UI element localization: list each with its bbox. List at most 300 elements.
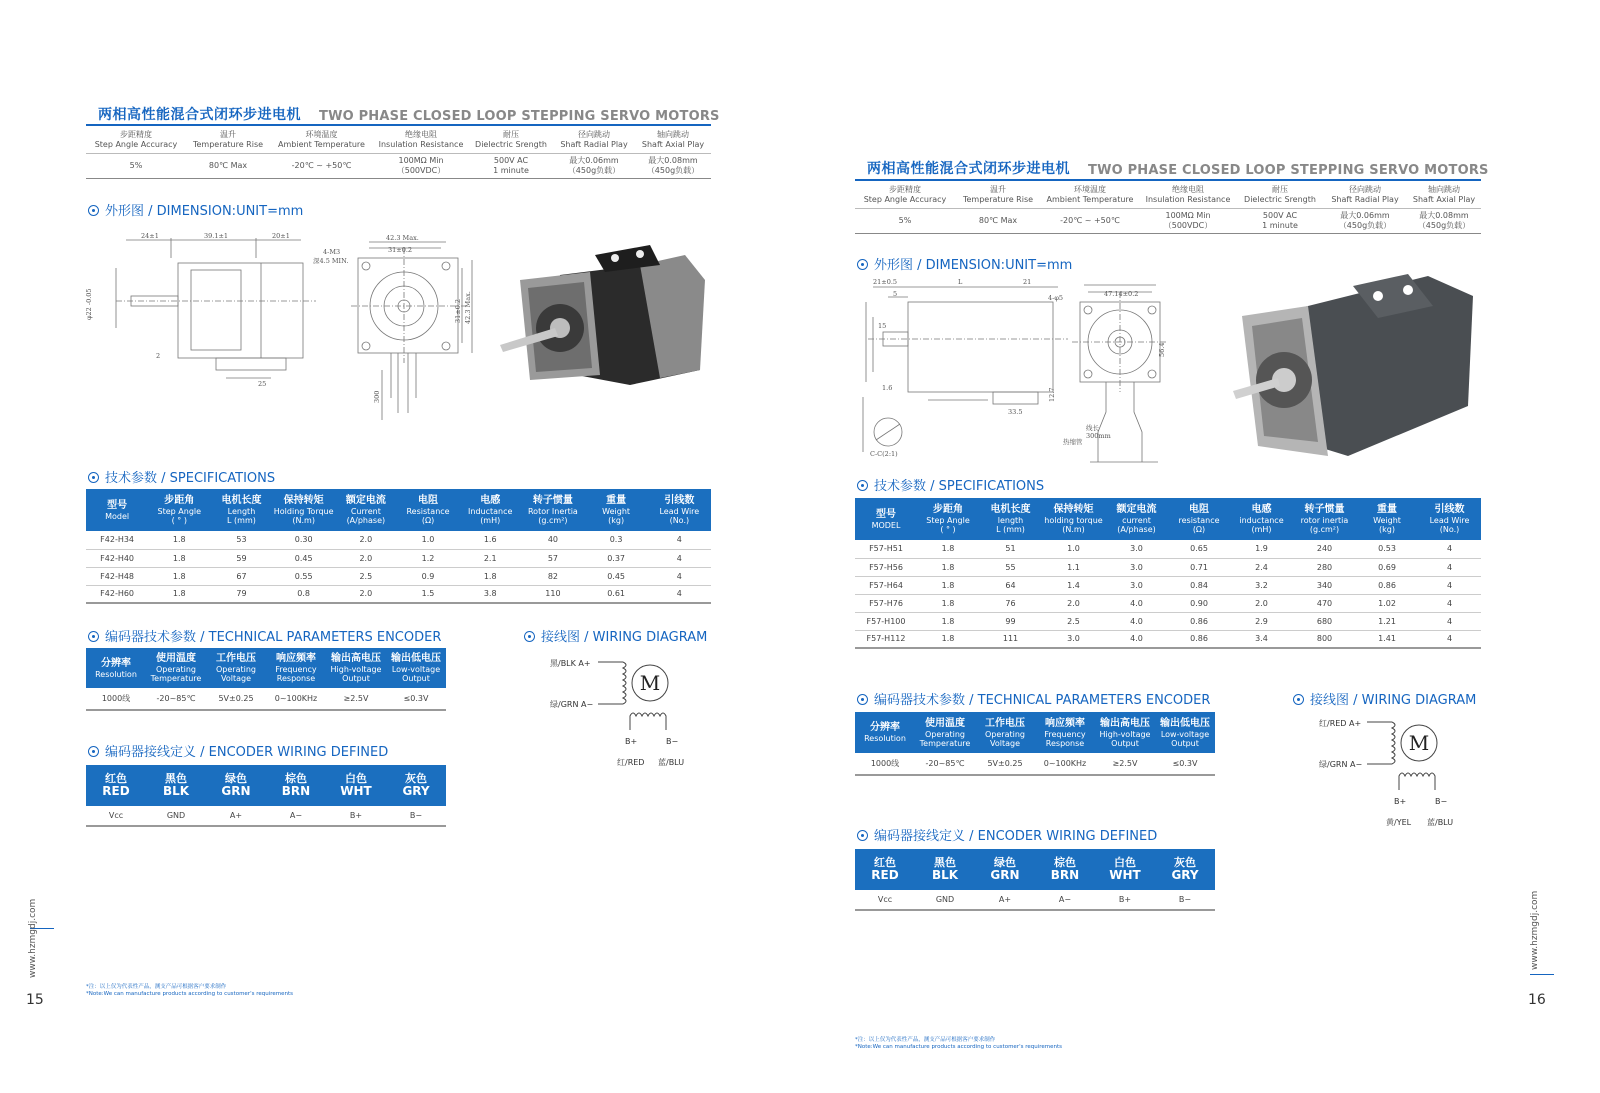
dimension-drawing-57	[858, 272, 1178, 472]
spec-cell: 1.2	[397, 549, 459, 567]
spec-cell: 3.0	[1105, 558, 1168, 576]
gen-header-cell: 环境温度 Ambient Temperature	[1041, 182, 1139, 209]
color-header-cell: 棕色 BRN	[1035, 849, 1095, 890]
spec-row	[855, 576, 1481, 594]
color-value-cell: A+	[975, 890, 1035, 910]
dim-label: 42.3 Max.	[464, 291, 472, 324]
dim-label: 56.4	[1158, 342, 1166, 357]
spec-cell: 4	[648, 531, 711, 549]
dim-label: 42.3 Max.	[386, 234, 419, 242]
bullet-icon	[524, 631, 535, 642]
spec-cell: 1.8	[148, 531, 210, 549]
encoder-param-table	[86, 648, 446, 711]
encoder-header-cell: 响应频率 Frequency Response	[1035, 712, 1095, 753]
spec-cell: 0.71	[1168, 558, 1230, 576]
encoder-value-cell: ≥2.5V	[326, 688, 386, 710]
encoder-value-cell: ≥2.5V	[1095, 753, 1155, 775]
spec-cell: 1.4	[1042, 576, 1105, 594]
wire-a-plus: 红/RED A+	[1319, 719, 1362, 728]
spec-cell: F57-H76	[855, 594, 917, 612]
wire-a-minus: 绿/GRN A−	[550, 700, 594, 709]
spec-cell: 4	[1418, 630, 1481, 648]
spec-cell: 1.8	[917, 558, 979, 576]
spec-cell: 67	[210, 567, 272, 585]
spec-header-cell: 电机长度 length L (mm)	[979, 498, 1042, 540]
encoder-header-cell: 分辨率 Resolution	[86, 648, 146, 688]
header-title-en: TWO PHASE CLOSED LOOP STEPPING SERVO MOTORS	[319, 109, 720, 124]
gen-value-cell: 500V AC 1 minute	[1237, 209, 1323, 234]
spec-cell: 1.5	[397, 585, 459, 603]
color-header-cell: 黑色 BLK	[146, 765, 206, 806]
spec-cell: 1.8	[917, 540, 979, 558]
gen-header-cell: 轴向跳动 Shaft Axial Play	[635, 127, 711, 154]
spec-row	[86, 531, 711, 549]
header-title-en: TWO PHASE CLOSED LOOP STEPPING SERVO MOTORS	[1088, 163, 1489, 178]
spec-cell: 0.86	[1356, 576, 1418, 594]
color-header-cell: 灰色 GRY	[1155, 849, 1215, 890]
spec-cell: 0.86	[1168, 630, 1230, 648]
spec-row	[855, 558, 1481, 576]
spec-cell: 2.9	[1230, 612, 1293, 630]
color-value-cell: B+	[326, 806, 386, 826]
spec-cell: 1.8	[459, 567, 521, 585]
dim-label: 4-M3	[323, 248, 341, 256]
spec-cell: 4	[1418, 612, 1481, 630]
encoder-param-table	[855, 712, 1215, 776]
spec-cell: 240	[1293, 540, 1356, 558]
color-value-cell: B−	[386, 806, 446, 826]
spec-header-cell: 引线数 Lead Wire (No.)	[648, 489, 711, 531]
spec-header-cell: 型号 Model	[86, 489, 148, 531]
encoder-value-cell: 1000线	[855, 753, 915, 775]
spec-row	[86, 549, 711, 567]
spec-row	[855, 612, 1481, 630]
spec-header-cell: 转子惯量 rotor inertia (g.cm²)	[1293, 498, 1356, 540]
spec-table-body	[86, 531, 711, 603]
encoder-header-cell: 工作电压 Operating Voltage	[975, 712, 1035, 753]
motor-symbol: M	[639, 671, 661, 695]
spec-cell: 4.0	[1105, 594, 1168, 612]
section-specifications: 技术参数 / SPECIFICATIONS	[857, 475, 1044, 494]
page-header	[98, 104, 720, 124]
color-header-cell: 白色 WHT	[1095, 849, 1155, 890]
color-value-cell: Vcc	[86, 806, 146, 826]
spec-cell: 2.5	[1042, 612, 1105, 630]
encoder-value-cell: 5V±0.25	[206, 688, 266, 710]
encoder-header-cell: 响应频率 Frequency Response	[266, 648, 326, 688]
header-title-cn: 两相高性能混合式闭环步进电机	[867, 161, 1070, 177]
spec-cell: 64	[979, 576, 1042, 594]
encoder-header-cell: 使用温度 Operating Temperature	[146, 648, 206, 688]
color-header-cell: 灰色 GRY	[386, 765, 446, 806]
spec-cell: F42-H34	[86, 531, 148, 549]
spec-cell: 1.8	[148, 549, 210, 567]
dim-label: 深4.5 MIN.	[313, 257, 349, 265]
gen-header-cell: 绝缘电阻 Insulation Resistance	[373, 127, 469, 154]
spec-cell: 0.9	[397, 567, 459, 585]
spec-cell: 1.8	[917, 576, 979, 594]
spec-cell: F42-H48	[86, 567, 148, 585]
spec-row	[855, 630, 1481, 648]
spec-cell: 340	[1293, 576, 1356, 594]
gen-header-cell: 轴向跳动 Shaft Axial Play	[1407, 182, 1481, 209]
dim-label: 5	[893, 290, 898, 298]
spec-cell: 2.0	[335, 549, 397, 567]
wire-b-minus-color: 蓝/BLU	[658, 758, 685, 767]
spec-cell: F57-H112	[855, 630, 917, 648]
bullet-icon	[857, 259, 868, 270]
spec-row	[855, 540, 1481, 558]
spec-cell: 4.0	[1105, 630, 1168, 648]
dim-label: 31±0.2	[388, 246, 413, 254]
spec-cell: 1.9	[1230, 540, 1293, 558]
spec-cell: 0.53	[1356, 540, 1418, 558]
right-page	[800, 0, 1600, 1093]
spec-cell: 55	[979, 558, 1042, 576]
spec-cell: 1.1	[1042, 558, 1105, 576]
spec-cell: 40	[521, 531, 584, 549]
section-encoder-params: 编码器技术参数 / TECHNICAL PARAMETERS ENCODER	[88, 626, 441, 645]
spec-header-cell: 重量 Weight (kg)	[585, 489, 648, 531]
color-header-cell: 棕色 BRN	[266, 765, 326, 806]
color-value-cell: GND	[146, 806, 206, 826]
encoder-header-cell: 输出低电压 Low-voltage Output	[386, 648, 446, 688]
dim-label: 33.5	[1008, 408, 1023, 416]
spec-row	[855, 594, 1481, 612]
spec-header-cell: 转子惯量 Rotor Inertia (g.cm²)	[521, 489, 584, 531]
gen-header-cell: 温升 Temperature Rise	[955, 182, 1041, 209]
spec-cell: 1.6	[459, 531, 521, 549]
spec-header-cell: 步距角 Step Angle ( ° )	[148, 489, 210, 531]
spec-table-42	[86, 489, 711, 604]
spec-cell: 1.0	[1042, 540, 1105, 558]
spec-cell: 79	[210, 585, 272, 603]
spec-cell: 4	[1418, 594, 1481, 612]
motor-photo-42	[500, 240, 710, 390]
header-title-cn: 两相高性能混合式闭环步进电机	[98, 107, 301, 123]
wire-a-plus: 黑/BLK A+	[550, 659, 591, 668]
wire-b-plus: B+	[625, 737, 638, 746]
header-rule	[855, 179, 1481, 181]
color-value-cell: A−	[1035, 890, 1095, 910]
encoder-header-cell: 输出高电压 High-voltage Output	[1095, 712, 1155, 753]
spec-cell: 4	[1418, 558, 1481, 576]
encoder-value-cell: -20~85℃	[146, 688, 206, 710]
spec-cell: F42-H60	[86, 585, 148, 603]
color-value-cell: Vcc	[855, 890, 915, 910]
encoder-wiring-table	[855, 849, 1215, 911]
gen-header-cell: 温升 Temperature Rise	[186, 127, 270, 154]
spec-cell: 2.0	[335, 531, 397, 549]
spec-header-cell: 保持转矩 holding torque (N.m)	[1042, 498, 1105, 540]
footnote: *注：以上仅为代表性产品，测支产品可根据客户要求制作 *Note:We can manufacture products according to customer's requirements	[855, 1037, 1063, 1050]
bullet-icon	[88, 472, 99, 483]
encoder-header-cell: 工作电压 Operating Voltage	[206, 648, 266, 688]
spec-cell: F57-H64	[855, 576, 917, 594]
spec-header-cell: 额定电流 Current (A/phase)	[335, 489, 397, 531]
wiring-schematic	[598, 656, 688, 736]
spec-cell: 53	[210, 531, 272, 549]
gen-header-cell: 环境温度 Ambient Temperature	[270, 127, 373, 154]
website-label: www.hzmgdj.com	[28, 898, 38, 978]
encoder-value-cell: 5V±0.25	[975, 753, 1035, 775]
spec-cell: 470	[1293, 594, 1356, 612]
encoder-value-cell: ≤0.3V	[1155, 753, 1215, 775]
wire-a-minus: 绿/GRN A−	[1319, 760, 1363, 769]
gen-value-cell: -20℃ ~ +50℃	[1041, 209, 1139, 234]
gen-value-cell: 80℃ Max	[186, 154, 270, 179]
color-header-cell: 红色 RED	[855, 849, 915, 890]
gen-value-cell: 最大0.08mm （450g负载）	[1407, 209, 1481, 234]
spec-cell: F57-H100	[855, 612, 917, 630]
section-encoder-params: 编码器技术参数 / TECHNICAL PARAMETERS ENCODER	[857, 689, 1210, 708]
spec-cell: F42-H40	[86, 549, 148, 567]
wire-b-minus-color: 蓝/BLU	[1427, 818, 1454, 827]
spec-cell: 680	[1293, 612, 1356, 630]
dim-label: 39.1±1	[204, 232, 229, 240]
spec-header-cell: 电感 inductance (mH)	[1230, 498, 1293, 540]
gen-header-cell: 径向跳动 Shaft Radial Play	[1323, 182, 1407, 209]
wiring-schematic	[1367, 716, 1457, 796]
spec-cell: 4	[648, 549, 711, 567]
dim-label: 4-φ5	[1048, 294, 1064, 302]
spec-header-cell: 保持转矩 Holding Torque (N.m)	[273, 489, 335, 531]
wire-b-plus-color: 黄/YEL	[1386, 818, 1412, 827]
section-dimension: 外形图 / DIMENSION:UNIT=mm	[857, 254, 1072, 273]
gen-value-cell: 5%	[855, 209, 955, 234]
gen-header-cell: 绝缘电阻 Insulation Resistance	[1139, 182, 1237, 209]
spec-cell: 3.0	[1105, 540, 1168, 558]
section-wiring-diagram: 接线图 / WIRING DIAGRAM	[524, 626, 707, 645]
spec-cell: 4	[648, 585, 711, 603]
dim-label: 线长	[1086, 424, 1099, 432]
dim-label: 1.6	[882, 384, 893, 392]
spec-cell: 0.61	[585, 585, 648, 603]
encoder-header-cell: 分辨率 Resolution	[855, 712, 915, 753]
color-value-cell: A+	[206, 806, 266, 826]
bullet-icon	[88, 205, 99, 216]
spec-cell: 800	[1293, 630, 1356, 648]
gen-header-cell: 耐压 Dielectric Srength	[1237, 182, 1323, 209]
spec-header-cell: 电阻 resistance (Ω)	[1168, 498, 1230, 540]
spec-cell: 0.55	[273, 567, 335, 585]
dim-label: 25	[258, 380, 267, 388]
dim-label: 300	[373, 390, 381, 403]
site-rule	[1530, 974, 1554, 975]
dim-label: 15	[878, 322, 887, 330]
dimension-drawing-42	[86, 228, 496, 428]
spec-cell: 280	[1293, 558, 1356, 576]
general-spec-table	[855, 182, 1481, 234]
section-wiring-diagram: 接线图 / WIRING DIAGRAM	[1293, 689, 1476, 708]
general-spec-table	[86, 127, 711, 179]
gen-header-cell: 径向跳动 Shaft Radial Play	[553, 127, 635, 154]
dim-label: 300mm	[1086, 432, 1111, 440]
page-header	[867, 158, 1489, 178]
section-dimension: 外形图 / DIMENSION:UNIT=mm	[88, 200, 303, 219]
color-value-cell: A−	[266, 806, 326, 826]
spec-cell: 4	[1418, 576, 1481, 594]
spec-cell: 1.8	[148, 567, 210, 585]
gen-value-cell: -20℃ ~ +50℃	[270, 154, 373, 179]
spec-cell: 1.8	[917, 612, 979, 630]
wire-b-plus-color: 红/RED	[617, 758, 645, 767]
bullet-icon	[857, 694, 868, 705]
spec-cell: 3.4	[1230, 630, 1293, 648]
gen-value-cell: 最大0.06mm （450g负载）	[1323, 209, 1407, 234]
color-header-cell: 绿色 GRN	[206, 765, 266, 806]
spec-cell: F57-H51	[855, 540, 917, 558]
spec-cell: 82	[521, 567, 584, 585]
gen-value-cell: 80℃ Max	[955, 209, 1041, 234]
page-number: 15	[26, 992, 44, 1008]
gen-value-cell: 100MΩ Min （500VDC）	[1139, 209, 1237, 234]
section-specifications: 技术参数 / SPECIFICATIONS	[88, 467, 275, 486]
spec-row	[86, 585, 711, 603]
bullet-icon	[88, 631, 99, 642]
encoder-value-cell: 0~100KHz	[1035, 753, 1095, 775]
dim-label: 21±0.5	[873, 278, 898, 286]
spec-cell: 2.0	[1230, 594, 1293, 612]
spec-cell: 1.8	[917, 630, 979, 648]
dim-label: 20±1	[272, 232, 290, 240]
spec-cell: 0.90	[1168, 594, 1230, 612]
spec-cell: 0.65	[1168, 540, 1230, 558]
gen-value-cell: 最大0.06mm （450g负载）	[553, 154, 635, 179]
website-label: www.hzmgdj.com	[1530, 890, 1540, 970]
spec-cell: 1.41	[1356, 630, 1418, 648]
spec-header-cell: 电阻 Resistance (Ω)	[397, 489, 459, 531]
bullet-icon	[1293, 694, 1304, 705]
spec-cell: 0.45	[273, 549, 335, 567]
spec-header-cell: 引线数 Lead Wire (No.)	[1418, 498, 1481, 540]
spec-cell: 0.37	[585, 549, 648, 567]
spec-cell: 1.0	[397, 531, 459, 549]
spec-cell: 3.0	[1105, 576, 1168, 594]
spec-table-body	[855, 540, 1481, 648]
spec-cell: 0.30	[273, 531, 335, 549]
dim-label: 2	[156, 352, 161, 360]
spec-row	[86, 567, 711, 585]
encoder-value-cell: 0~100KHz	[266, 688, 326, 710]
section-encoder-wiring: 编码器接线定义 / ENCODER WIRING DEFINED	[857, 825, 1157, 844]
spec-cell: 2.0	[1042, 594, 1105, 612]
spec-cell: 0.8	[273, 585, 335, 603]
spec-header-cell: 步距角 Step Angle ( ° )	[917, 498, 979, 540]
spec-cell: 3.0	[1042, 630, 1105, 648]
spec-cell: 51	[979, 540, 1042, 558]
gen-value-cell: 5%	[86, 154, 186, 179]
gen-value-cell: 500V AC 1 minute	[469, 154, 553, 179]
spec-header-cell: 电感 Inductance (mH)	[459, 489, 521, 531]
dim-label: 12.7	[1048, 387, 1056, 402]
spec-cell: 3.2	[1230, 576, 1293, 594]
encoder-header-cell: 使用温度 Operating Temperature	[915, 712, 975, 753]
spec-cell: 2.4	[1230, 558, 1293, 576]
spec-cell: 1.8	[148, 585, 210, 603]
dim-label: φ22 -0.05	[85, 288, 93, 320]
footnote: *注：以上仅为代表性产品，测支产品可根据客户要求制作 *Note:We can manufacture products according to customer's requirements	[86, 984, 294, 997]
spec-cell: 99	[979, 612, 1042, 630]
dim-label: L	[958, 278, 963, 286]
dim-label: 31±0.2	[454, 298, 462, 323]
encoder-wiring-table	[86, 765, 446, 827]
color-header-cell: 红色 RED	[86, 765, 146, 806]
spec-cell: 2.1	[459, 549, 521, 567]
color-value-cell: B+	[1095, 890, 1155, 910]
section-encoder-wiring: 编码器接线定义 / ENCODER WIRING DEFINED	[88, 741, 388, 760]
wire-b-plus: B+	[1394, 797, 1407, 806]
spec-cell: 57	[521, 549, 584, 567]
spec-header-cell: 电机长度 Length L (mm)	[210, 489, 272, 531]
spec-header-cell: 重量 Weight (kg)	[1356, 498, 1418, 540]
spec-cell: 3.8	[459, 585, 521, 603]
gen-value-cell: 100MΩ Min （500VDC）	[373, 154, 469, 179]
bullet-icon	[88, 746, 99, 757]
color-header-cell: 白色 WHT	[326, 765, 386, 806]
color-header-cell: 绿色 GRN	[975, 849, 1035, 890]
spec-cell: 4.0	[1105, 612, 1168, 630]
bullet-icon	[857, 830, 868, 841]
gen-value-cell: 最大0.08mm （450g负载）	[635, 154, 711, 179]
spec-cell: 110	[521, 585, 584, 603]
motor-photo-57	[1228, 266, 1478, 466]
spec-cell: 1.02	[1356, 594, 1418, 612]
gen-header-cell: 耐压 Dielectric Srength	[469, 127, 553, 154]
page-number: 16	[1528, 992, 1546, 1008]
color-value-cell: B−	[1155, 890, 1215, 910]
gen-header-cell: 步距精度 Step Angle Accuracy	[855, 182, 955, 209]
bullet-icon	[857, 480, 868, 491]
encoder-header-cell: 输出低电压 Low-voltage Output	[1155, 712, 1215, 753]
color-header-cell: 黑色 BLK	[915, 849, 975, 890]
spec-cell: 0.3	[585, 531, 648, 549]
color-value-cell: GND	[915, 890, 975, 910]
encoder-value-cell: ≤0.3V	[386, 688, 446, 710]
wire-b-minus: B−	[1435, 797, 1448, 806]
encoder-header-cell: 输出高电压 High-voltage Output	[326, 648, 386, 688]
spec-cell: 111	[979, 630, 1042, 648]
gen-header-cell: 步距精度 Step Angle Accuracy	[86, 127, 186, 154]
spec-cell: 0.84	[1168, 576, 1230, 594]
motor-symbol: M	[1408, 731, 1430, 755]
dim-label: 47.14±0.2	[1104, 290, 1139, 298]
dim-label: C-C(2:1)	[870, 450, 898, 458]
spec-header-cell: 型号 MODEL	[855, 498, 917, 540]
wire-b-minus: B−	[666, 737, 679, 746]
spec-cell: 2.0	[335, 585, 397, 603]
spec-header-cell: 额定电流 current (A/phase)	[1105, 498, 1168, 540]
encoder-value-cell: -20~85℃	[915, 753, 975, 775]
spec-cell: 4	[648, 567, 711, 585]
spec-table-57	[855, 498, 1481, 649]
spec-cell: F57-H56	[855, 558, 917, 576]
spec-cell: 59	[210, 549, 272, 567]
spec-cell: 4	[1418, 540, 1481, 558]
spec-cell: 1.8	[917, 594, 979, 612]
header-rule	[86, 124, 711, 126]
spec-cell: 2.5	[335, 567, 397, 585]
encoder-value-cell: 1000线	[86, 688, 146, 710]
spec-cell: 0.86	[1168, 612, 1230, 630]
spec-cell: 0.69	[1356, 558, 1418, 576]
spec-cell: 76	[979, 594, 1042, 612]
dim-label: 21	[1023, 278, 1032, 286]
spec-cell: 1.21	[1356, 612, 1418, 630]
dim-label: 24±1	[141, 232, 159, 240]
spec-cell: 0.45	[585, 567, 648, 585]
dim-label: 热缩管	[1063, 438, 1083, 446]
